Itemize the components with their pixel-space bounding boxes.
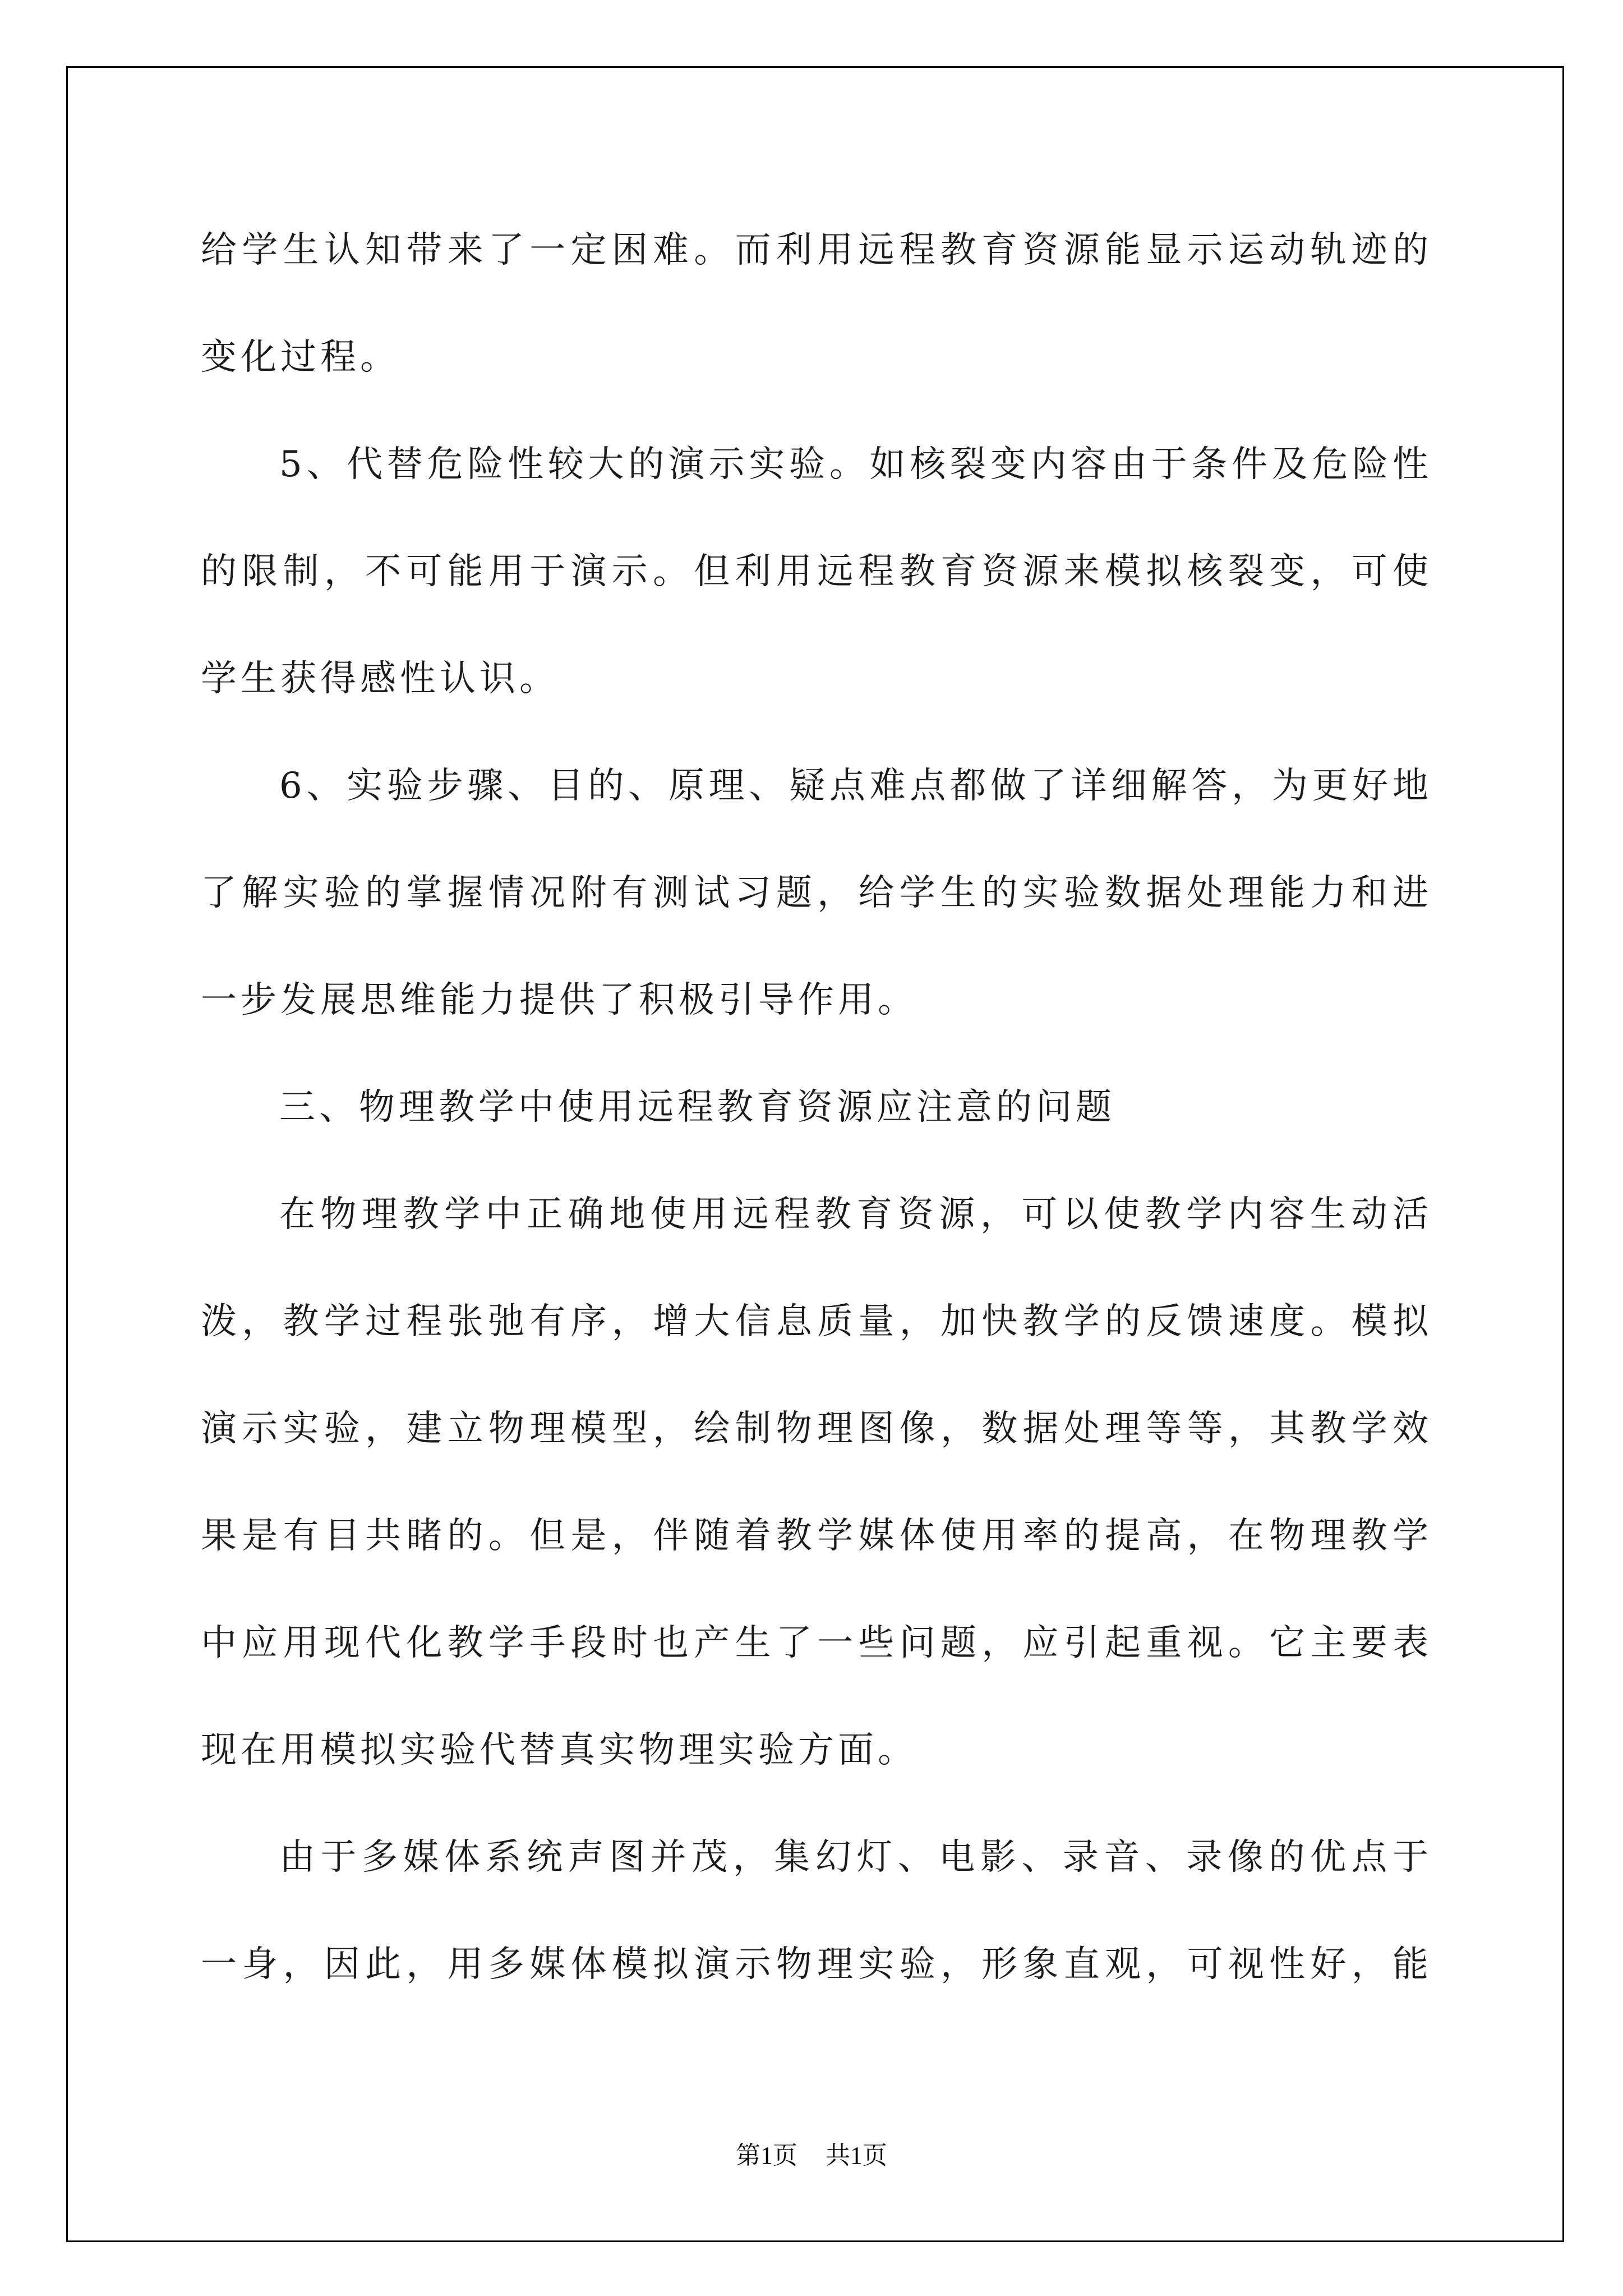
text-line: 中应用现代化教学手段时也产生了一些问题，应引起重视。它主要表 — [201, 1622, 1432, 1664]
document-body — [201, 197, 1432, 2018]
section-heading-text: 三、物理教学中使用远程教育资源应注意的问题 — [279, 1087, 1115, 1128]
paragraph — [201, 197, 1432, 411]
text-line: 现在用模拟实验代替真实物理实验方面。 — [201, 1729, 917, 1771]
text-line: 了解实验的掌握情况附有测试习题，给学生的实验数据处理能力和进 — [201, 872, 1432, 914]
text-line: 学生获得感性认识。 — [201, 658, 559, 700]
paragraph — [201, 1804, 1432, 2018]
paragraph — [201, 411, 1432, 733]
paragraph — [201, 1161, 1432, 1804]
text-line: 演示实验，建立物理模型，绘制物理图像，数据处理等等，其教学效 — [201, 1408, 1432, 1450]
text-line: 的限制，不可能用于演示。但利用远程教育资源来模拟核裂变，可使 — [201, 551, 1432, 592]
text-line: 给学生认知带来了一定困难。而利用远程教育资源能显示运动轨迹的 — [201, 229, 1432, 271]
page-footer — [0, 2138, 1623, 2173]
text-line: 泼，教学过程张弛有序，增大信息质量，加快教学的反馈速度。模拟 — [201, 1301, 1432, 1342]
text-line: 在物理教学中正确地使用远程教育资源，可以使教学内容生动活 — [279, 1194, 1432, 1235]
section-heading — [201, 1054, 1432, 1161]
text-line: 一身，因此，用多媒体模拟演示物理实验，形象直观，可视性好，能 — [201, 1944, 1432, 1985]
text-line: 变化过程。 — [201, 337, 400, 378]
text-line: 6、实验步骤、目的、原理、疑点难点都做了详细解答，为更好地 — [279, 765, 1432, 807]
text-line: 5、代替危险性较大的演示实验。如核裂变内容由于条件及危险性 — [279, 444, 1432, 485]
text-line: 由于多媒体系统声图并茂，集幻灯、电影、录音、录像的优点于 — [279, 1837, 1432, 1878]
page-total: 共1页 — [826, 2142, 887, 2169]
text-line: 一步发展思维能力提供了积极引导作用。 — [201, 979, 917, 1021]
text-line: 果是有目共睹的。但是，伴随着教学媒体使用率的提高，在物理教学 — [201, 1515, 1432, 1557]
page-number: 第1页 — [736, 2142, 797, 2169]
paragraph — [201, 733, 1432, 1054]
